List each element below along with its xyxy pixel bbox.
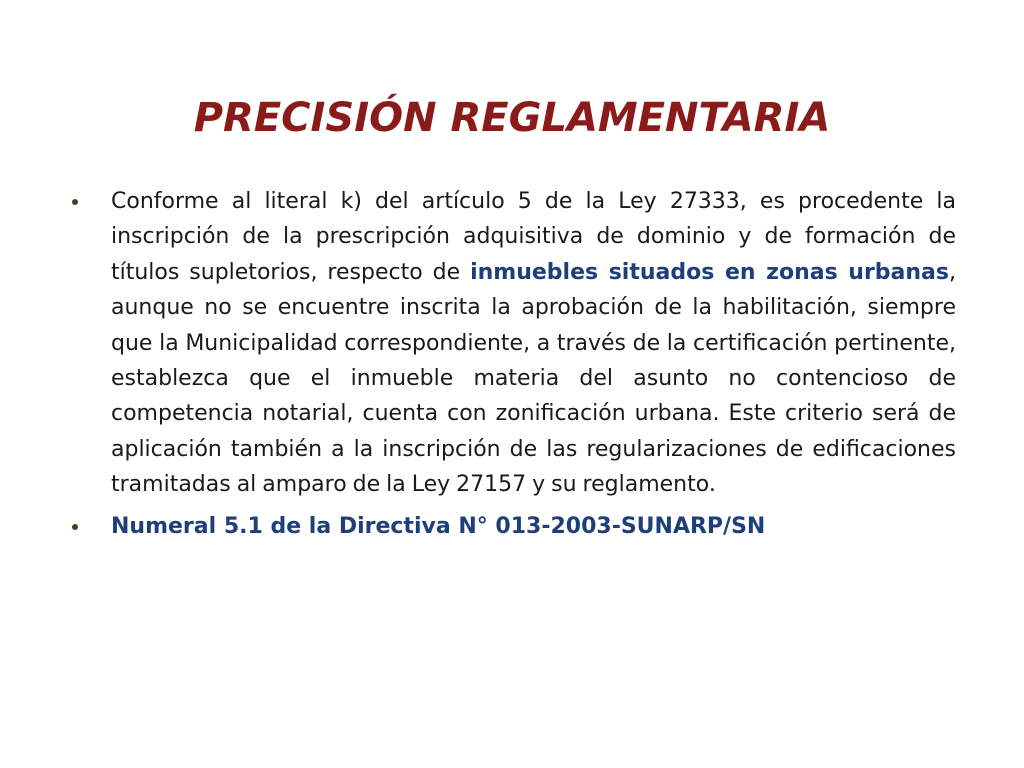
bullet-dot-icon — [72, 199, 78, 205]
bullet-text — [111, 184, 956, 503]
bullet-text-before: Conforme al literal k) del artículo 5 de la Ley 27333, es procedente la inscripción de la prescripción adquisitiva de dominio y de formación de títulos supletorios, respecto de — [111, 189, 956, 285]
bullet-emphasis: inmuebles situados en zonas urbanas — [470, 259, 949, 285]
reference-text: Numeral 5.1 de la Directiva N° 013-2003-SUNARP/SN — [111, 513, 766, 539]
bullet-dot-icon — [72, 524, 78, 530]
bullet-item-reference — [70, 509, 956, 544]
bullet-item — [70, 184, 956, 503]
slide-title: PRECISIÓN REGLAMENTARIA — [193, 95, 831, 141]
bullet-list — [70, 184, 956, 550]
bullet-text-after: , aunque no se encuentre inscrita la aprobación de la habilitación, siempre que la Municipalidad correspondiente, a través de la certificación pertinente, establezca que el inmueble materia del asunto no contencioso de competencia notarial, cuenta con zonificación urbana. Este criterio será de aplicación también a la inscripción de las regularizaciones de edificaciones tramitadas al amparo de la Ley 27157 y su reglamento. — [111, 259, 956, 498]
